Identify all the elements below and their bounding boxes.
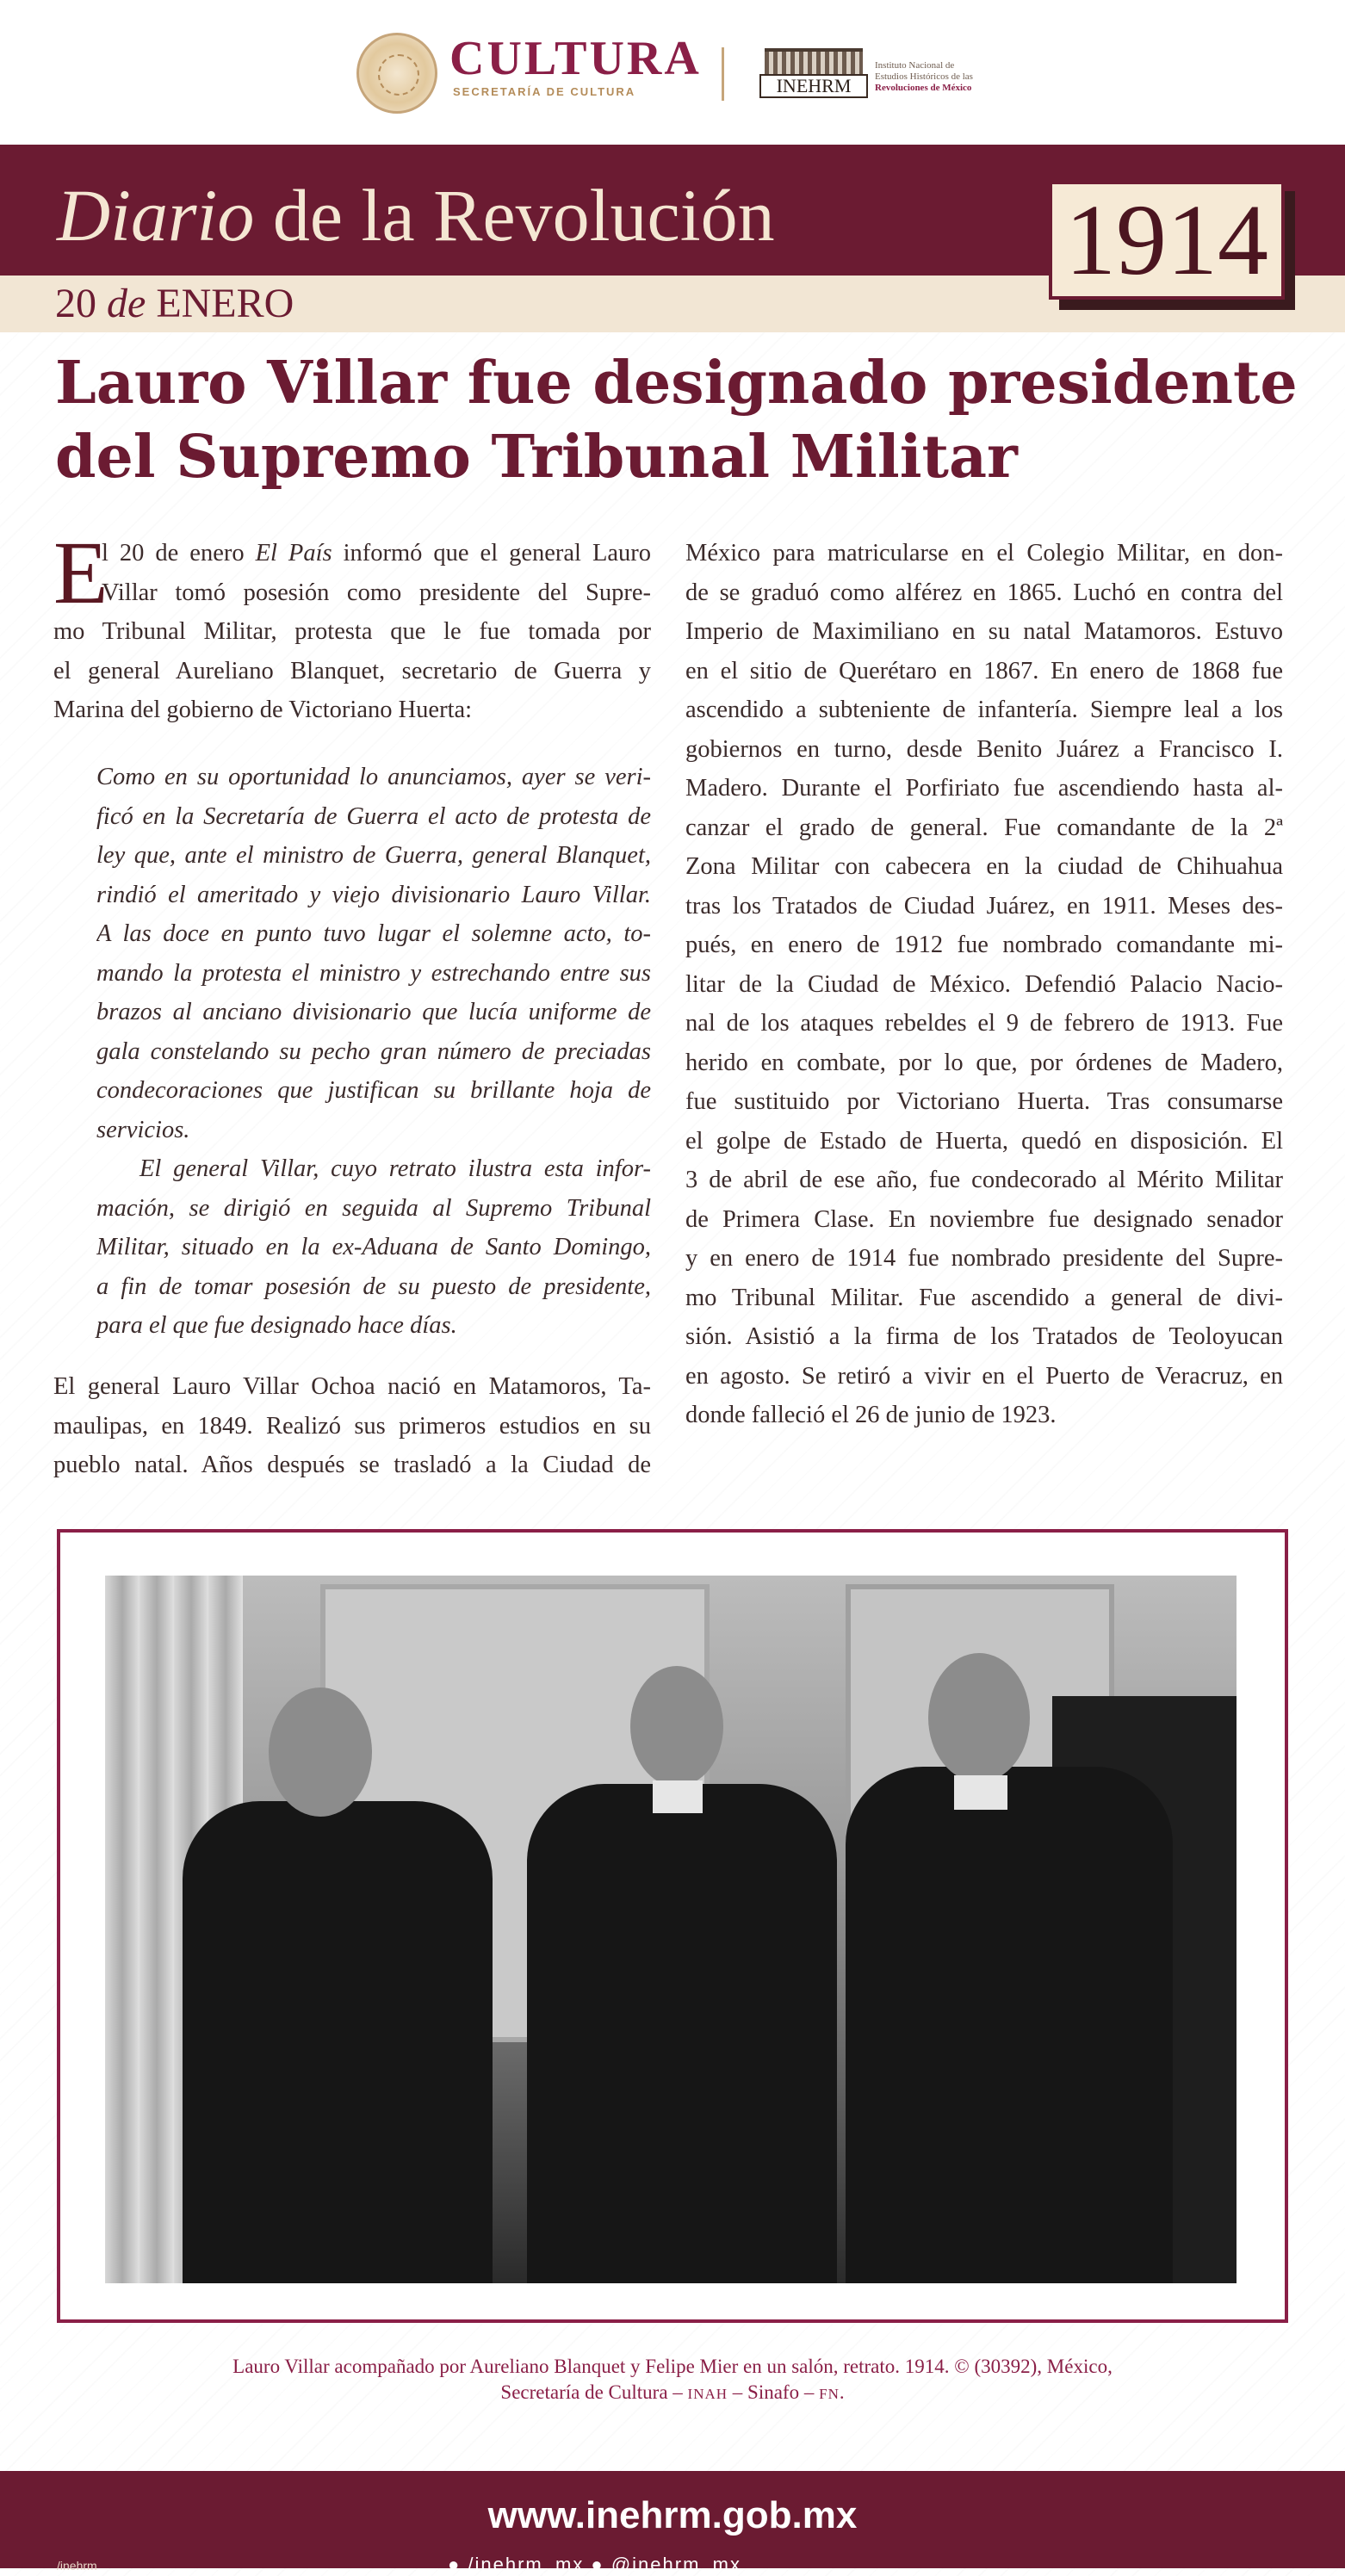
intro-line: el general Aureliano Blanquet, secretario de Guerra y [53, 657, 651, 684]
caption-line-2 [86, 2380, 1259, 2407]
headline-line-1: Lauro Villar fue designado presidente [55, 349, 1298, 418]
body-line: y en enero de 1914 fue nombrado presidente del Supre- [685, 1245, 1283, 1272]
photo-collar [653, 1780, 703, 1813]
body-line: pués, en enero de 1912 fue nombrado comandante mi- [685, 932, 1283, 958]
article-headline [55, 346, 1298, 494]
body-line: nal de los ataques rebeldes el 9 de febrero de 1913. Fue [685, 1010, 1283, 1037]
publication-title [57, 172, 775, 258]
caption-text: – Sinafo – [728, 2381, 820, 2403]
quote-line: para el que fue designado hace días. [96, 1312, 457, 1339]
intro-text: informó que el general Lauro [332, 540, 651, 567]
body-line: maulipas, en 1849. Realizó sus primeros estudios en su [53, 1412, 651, 1440]
cultura-logo-text: CULTURA [449, 32, 702, 85]
footer-website-link[interactable]: www.inehrm.gob.mx [487, 2494, 858, 2536]
body-line: el golpe de Estado de Huerta, quedó en disposición. El [685, 1127, 1283, 1155]
body-line: tras los Tratados de Ciudad Juárez, en 1911. Meses des- [685, 892, 1283, 920]
body-line: en agosto. Se retiró a vivir en el Puerto de Veracruz, en [685, 1362, 1283, 1390]
body-line: litar de la Ciudad de México. Defendió Palacio Nacio- [685, 970, 1283, 998]
body-line: Madero. Durante el Porfiriato fue ascendiendo hasta al- [685, 775, 1283, 802]
date-month: ENERO [156, 281, 294, 326]
caption-text: . [839, 2381, 845, 2403]
quote-line: El general Villar, cuyo retrato ilustra esta infor- [139, 1155, 651, 1182]
body-line: Imperio de Maximiliano en su natal Matamoros. Estuvo [685, 618, 1283, 645]
photo-caption [86, 2354, 1259, 2407]
body-line: México para matricularse en el Colegio Militar, en don- [685, 540, 1283, 567]
body-line: fue sustituido por Victoriano Huerta. Tras consumarse [685, 1088, 1283, 1115]
photo-figure-villar [183, 1801, 493, 2283]
date-day: 20 [55, 281, 96, 326]
body-line: en el sitio de Querétaro en 1867. En enero de 1868 fue [685, 657, 1283, 684]
block-quote [96, 758, 651, 1346]
body-line: El general Lauro Villar Ochoa nació en Matamoros, Ta- [53, 1373, 651, 1400]
quote-line: rindió el ameritado y viejo divisionario Lauro Villar. [96, 881, 651, 908]
photo-figure-blanquet [527, 1784, 837, 2283]
quote-line: ley que, ante el ministro de Guerra, general Blanquet, [96, 842, 651, 869]
left-column-intro [53, 534, 651, 730]
body-line: 3 de abril de ese año, fue condecorado al Mérito Militar [685, 1167, 1283, 1193]
intro-line: mo Tribunal Militar, protesta que le fue tomada por [53, 618, 651, 645]
building-icon [765, 48, 863, 74]
photo-head [928, 1653, 1030, 1782]
issue-date [55, 277, 294, 331]
body-line: mo Tribunal Militar. Fue ascendido a general de divi- [685, 1284, 1283, 1311]
quote-line: a fin de tomar posesión de su puesto de presidente, [96, 1273, 651, 1300]
historic-photograph [105, 1576, 1237, 2283]
inehrm-desc-line-3: Revoluciones de México [875, 83, 972, 93]
quote-line: Militar, situado en la ex-Aduana de Santo Domingo, [96, 1234, 651, 1260]
body-line: canzar el grado de general. Fue comandante de la 2ª [685, 814, 1283, 841]
body-line: pueblo natal. Años después se trasladó a la Ciudad de [53, 1452, 651, 1478]
cultura-logo-subtitle: SECRETARÍA DE CULTURA [453, 85, 636, 98]
headline-line-2: del Supremo Tribunal Militar [55, 423, 1018, 492]
newspaper-name: El País [255, 540, 332, 567]
caption-line-1: Lauro Villar acompañado por Aureliano Blanquet y Felipe Mier en un salón, retrato. 1914. © (30392), México, [232, 2356, 1113, 2377]
year-label: 1914 [1065, 183, 1268, 296]
inehrm-logo [759, 48, 868, 98]
quote-line: brazos al anciano divisionario que lucía uniforme de [96, 999, 651, 1025]
body-line: Zona Militar con cabecera en la ciudad de Chihuahua [685, 853, 1283, 880]
logo-divider [722, 47, 724, 101]
photo-head [269, 1687, 372, 1817]
photo-figure-mier [846, 1767, 1173, 2283]
caption-fn: FN [819, 2386, 840, 2402]
body-line: de se graduó como alférez en 1865. Luchó en contra del [685, 579, 1283, 606]
footer-handle: /inehrm [57, 2559, 97, 2573]
quote-line: mación, se dirigió en seguida al Supremo Tribunal [96, 1194, 651, 1222]
photo-collar [954, 1775, 1007, 1810]
footer-social-links[interactable]: ● /inehrm_mx ● @inehrm_mx [448, 2554, 741, 2575]
date-de: de [107, 281, 146, 326]
quote-line: Como en su oportunidad lo anunciamos, ayer se veri- [96, 764, 651, 790]
quote-line: servicios. [96, 1116, 190, 1143]
publication-title-rest: de la Revolución [254, 174, 775, 257]
inehrm-desc-line-2: Estudios Históricos de las [875, 71, 973, 82]
inehrm-logo-label: INEHRM [759, 74, 868, 98]
body-line: donde falleció el 26 de junio de 1923. [685, 1402, 1057, 1428]
inehrm-description [875, 60, 973, 94]
body-line: sión. Asistió a la firma de los Tratados de Teoloyucan [685, 1323, 1283, 1350]
body-line: ascendido a subteniente de infantería. Siempre leal a los [685, 697, 1283, 723]
quote-line: condecoraciones que justifican su brillante hoja de [96, 1077, 651, 1104]
left-column-biography [53, 1367, 651, 1485]
intro-text: l 20 de enero [102, 540, 256, 567]
photo-head [630, 1666, 723, 1786]
caption-inah: INAH [687, 2386, 728, 2402]
drop-cap: E [53, 523, 108, 622]
body-line: herido en combate, por lo que, por órdenes de Madero, [685, 1049, 1283, 1076]
quote-line: ficó en la Secretaría de Guerra el acto de protesta de [96, 802, 651, 830]
quote-line: A las doce en punto tuvo lugar el solemne acto, to- [96, 920, 651, 947]
intro-line: Marina del gobierno de Victoriano Huerta: [53, 697, 473, 723]
quote-line: mando la protesta el ministro y estrechando entre sus [96, 959, 651, 987]
quote-line: gala constelando su pecho gran número de preciadas [96, 1037, 651, 1065]
right-column-biography [685, 534, 1283, 1435]
body-line: de Primera Clase. En noviembre fue designado senador [685, 1205, 1283, 1233]
intro-line: Villar tomó posesión como presidente del Supre- [102, 579, 651, 606]
publication-title-italic: Diario [57, 174, 255, 257]
inehrm-desc-line-1: Instituto Nacional de [875, 60, 955, 71]
intro-line [53, 534, 651, 573]
body-line: gobiernos en turno, desde Benito Juárez a Francisco I. [685, 735, 1283, 763]
caption-text: Secretaría de Cultura – [500, 2381, 688, 2403]
national-seal-icon [356, 33, 437, 114]
